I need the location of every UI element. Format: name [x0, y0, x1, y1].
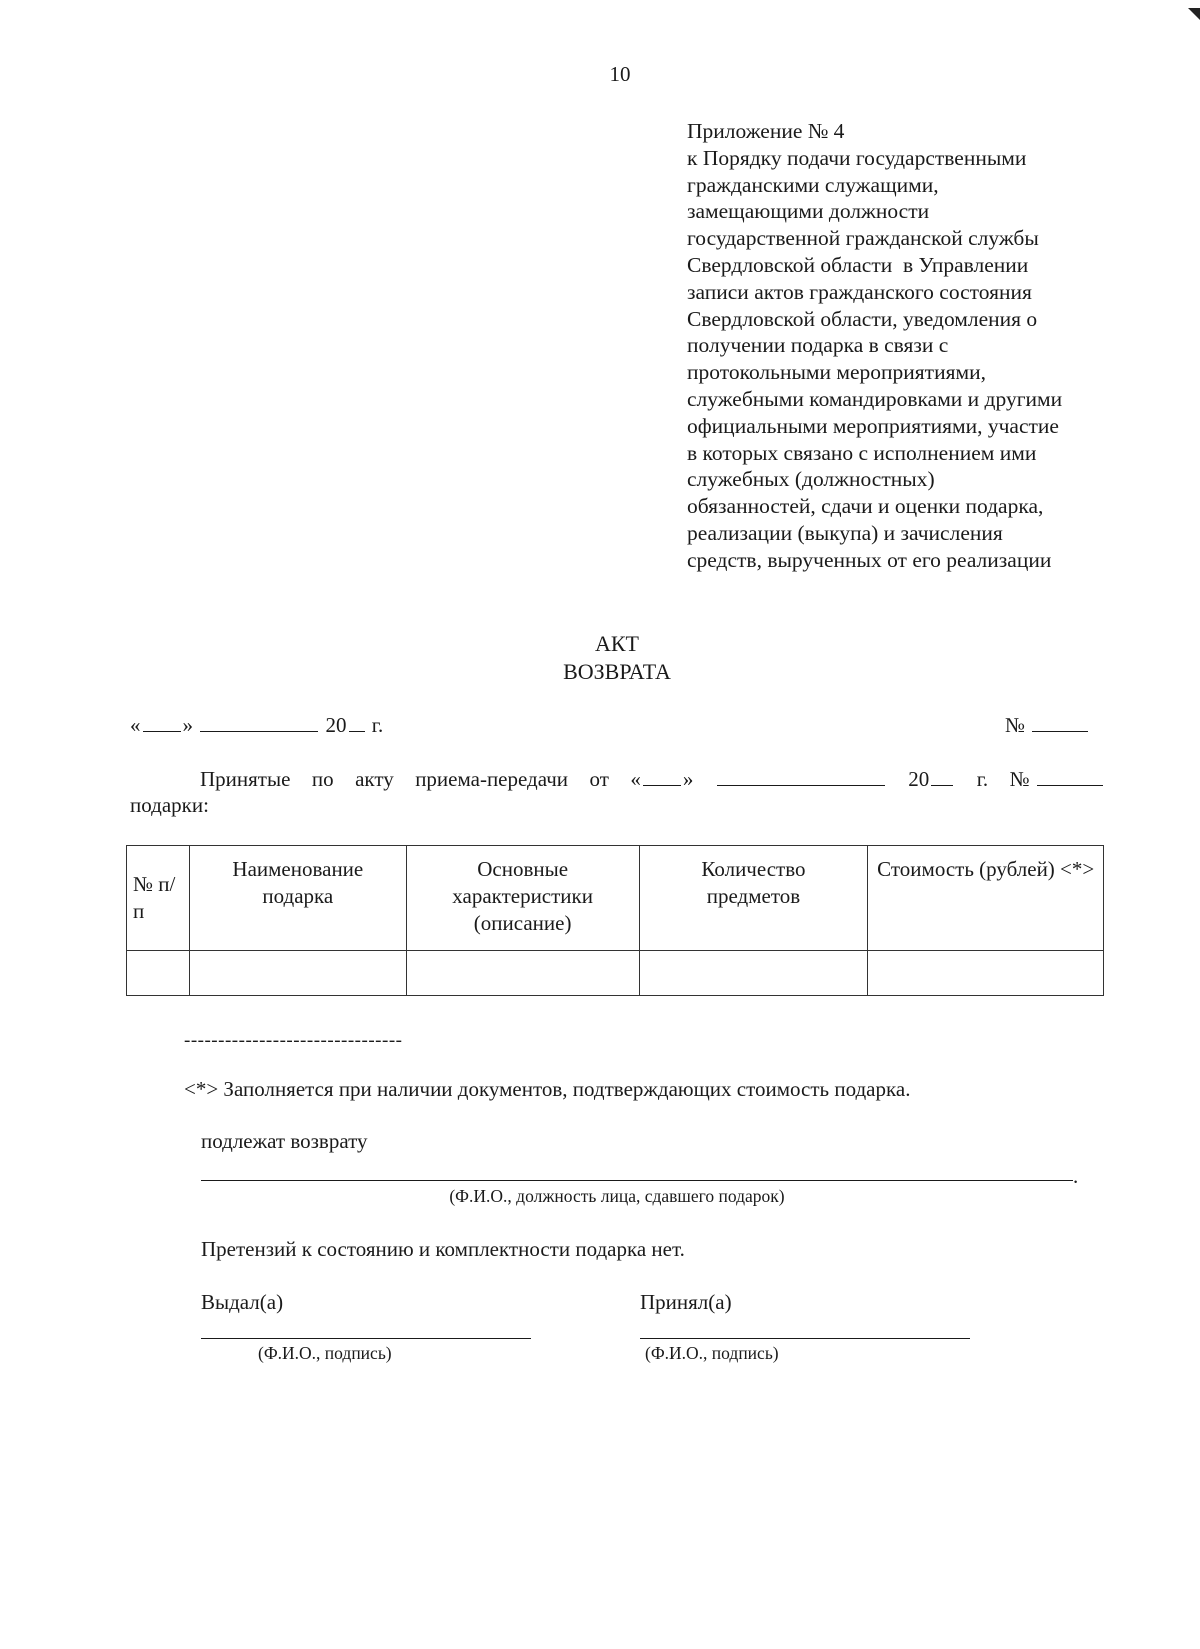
appendix-line: протокольными мероприятиями,: [687, 360, 986, 385]
scan-corner-mark: [1188, 8, 1200, 20]
appendix-line: Приложение № 4: [687, 119, 845, 143]
transfer-number: [1010, 766, 1105, 792]
table-cell[interactable]: [406, 951, 639, 996]
accepted-word: от: [589, 767, 609, 791]
transfer-date-day: [630, 766, 693, 792]
table-cell[interactable]: [127, 951, 190, 996]
title-line-2: ВОЗВРАТА: [563, 659, 671, 684]
gifts-table: [126, 845, 1104, 996]
table-cell[interactable]: [639, 951, 868, 996]
appendix-line: официальными мероприятиями, участие: [687, 413, 1059, 438]
claims-statement: Претензий к состоянию и комплектности подарка нет.: [201, 1237, 685, 1261]
accepted-word: приема-передачи: [415, 767, 569, 791]
appendix-line: замещающими должности: [687, 199, 930, 224]
transfer-year-prefix: 20: [908, 767, 930, 791]
header-cost: Стоимость (рублей) <*>: [868, 846, 1104, 951]
appendix-header: [687, 118, 1137, 574]
year-suffix: г.: [371, 713, 384, 737]
date-open-quote: «: [130, 713, 141, 737]
header-characteristics: Основные характеристики (описание): [406, 846, 639, 951]
accepted-word: Принятые: [200, 767, 291, 791]
transfer-number-label: №: [1009, 767, 1030, 791]
appendix-line: записи актов гражданского состояния: [687, 279, 1032, 304]
table-cell[interactable]: [868, 951, 1104, 996]
table-header-row: [127, 846, 1104, 951]
year-prefix: 20: [325, 713, 347, 737]
accepted-paragraph: [130, 766, 1105, 818]
date-line: [130, 713, 383, 738]
header-quantity: Количество предметов: [639, 846, 868, 951]
month-blank[interactable]: [200, 730, 318, 732]
header-number: № п/п: [127, 846, 190, 951]
footnote-separator: --------------------------------: [184, 1030, 403, 1051]
appendix-line: Свердловской области, уведомления о: [687, 306, 1038, 331]
number-label: №: [1005, 713, 1026, 737]
transfer-year: [908, 766, 955, 792]
act-number-blank[interactable]: [1032, 730, 1088, 732]
appendix-line: государственной гражданской службы: [687, 226, 1039, 251]
appendix-line: служебных (должностных): [687, 467, 935, 492]
accepted-line-1: [130, 766, 1105, 792]
appendix-line: в которых связано с исполнением ими: [687, 440, 1037, 465]
appendix-line: обязанностей, сдачи и оценки подарка,: [687, 494, 1044, 519]
appendix-line: получении подарка в связи с: [687, 333, 949, 358]
transfer-month-blank[interactable]: [717, 784, 885, 786]
received-signature-caption: (Ф.И.О., подпись): [645, 1343, 779, 1363]
year-blank[interactable]: [349, 730, 365, 732]
transfer-day-blank[interactable]: [643, 784, 681, 786]
appendix-line: средств, вырученных от его реализации: [687, 547, 1052, 572]
issued-signature-field[interactable]: [201, 1338, 531, 1339]
received-label: Принял(а): [640, 1290, 732, 1314]
appendix-line: Свердловской области в Управлении: [687, 252, 1029, 277]
returned-label: подлежат возврату: [201, 1129, 368, 1153]
close-quote: »: [682, 767, 694, 791]
returner-fio-dot: .: [1073, 1164, 1079, 1188]
appendix-line: реализации (выкупа) и зачисления: [687, 520, 1003, 545]
received-signature-field[interactable]: [640, 1338, 970, 1339]
open-quote: «: [630, 767, 641, 791]
transfer-year-blank[interactable]: [931, 784, 953, 786]
accepted-word: по: [311, 767, 334, 791]
issued-signature-caption: (Ф.И.О., подпись): [258, 1343, 392, 1363]
appendix-line: служебными командировками и другими: [687, 386, 1063, 411]
title-line-1: АКТ: [595, 631, 639, 656]
day-blank[interactable]: [143, 730, 181, 732]
appendix-line: к Порядку подачи государственными: [687, 145, 1027, 170]
returner-fio-field[interactable]: [201, 1180, 1073, 1181]
footnote-text: <*> Заполняется при наличии документов, подтверждающих стоимость подарка.: [184, 1077, 911, 1101]
issued-label: Выдал(а): [201, 1290, 284, 1314]
table-row: [127, 951, 1104, 996]
accepted-word: акту: [355, 767, 394, 791]
transfer-year-suffix: г.: [976, 767, 989, 791]
header-gift-name: Наименование подарка: [189, 846, 406, 951]
table-cell[interactable]: [189, 951, 406, 996]
returner-fio-caption: (Ф.И.О., должность лица, сдавшего подарок): [449, 1186, 785, 1206]
appendix-line: гражданскими служащими,: [687, 172, 939, 197]
page-number: 10: [609, 62, 631, 86]
date-close-quote: »: [182, 713, 193, 737]
accepted-line-2: подарки:: [130, 793, 209, 817]
document-title: [0, 630, 1200, 686]
act-number-line: [1005, 713, 1090, 738]
transfer-number-blank[interactable]: [1037, 784, 1103, 786]
